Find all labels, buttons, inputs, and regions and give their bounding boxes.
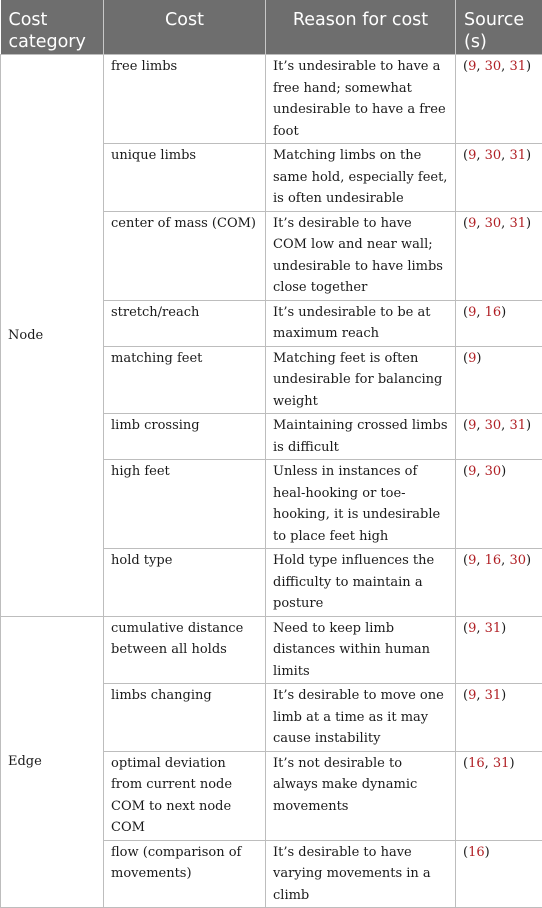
reference-link[interactable]: 31	[485, 621, 502, 636]
reason-cell: Matching limbs on the same hold, especially feet, is often undesirable	[266, 144, 456, 212]
reference-link[interactable]: 30	[485, 418, 502, 433]
cost-cell: center of mass (COM)	[104, 211, 266, 300]
reason-cell: It’s desirable to have COM low and near wall; undesirable to have limbs close together	[266, 211, 456, 300]
cost-cell: hold type	[104, 549, 266, 617]
reason-cell: It’s undesirable to be at maximum reach	[266, 300, 456, 346]
reference-link[interactable]: 16	[468, 756, 485, 771]
cost-cell: free limbs	[104, 55, 266, 144]
reference-link[interactable]: 31	[509, 148, 526, 163]
table-row	[1, 616, 542, 684]
reference-link[interactable]: 9	[468, 553, 476, 568]
reference-link[interactable]: 31	[509, 216, 526, 231]
reference-link[interactable]: 9	[468, 216, 476, 231]
reference-link[interactable]: 30	[485, 59, 502, 74]
reason-cell: Need to keep limb distances within human limits	[266, 616, 456, 684]
source-cell: (9, 30, 31)	[456, 414, 542, 460]
reference-link[interactable]: 30	[485, 464, 502, 479]
cost-cell: limbs changing	[104, 684, 266, 752]
reference-link[interactable]: 30	[509, 553, 526, 568]
reference-link[interactable]: 31	[485, 688, 502, 703]
header-cost-category: Cost category	[1, 0, 104, 55]
reason-cell: Hold type influences the difficulty to maintain a posture	[266, 549, 456, 617]
reason-cell: It’s not desirable to always make dynamic movements	[266, 751, 456, 840]
reason-cell: Maintaining crossed limbs is difficult	[266, 414, 456, 460]
reference-link[interactable]: 30	[485, 148, 502, 163]
reference-link[interactable]: 9	[468, 464, 476, 479]
header-reason: Reason for cost	[266, 0, 456, 55]
reference-link[interactable]: 9	[468, 148, 476, 163]
reference-link[interactable]: 30	[485, 216, 502, 231]
category-node: Node	[1, 55, 104, 617]
source-cell: (9, 16, 30)	[456, 549, 542, 617]
reference-link[interactable]: 9	[468, 418, 476, 433]
source-cell: (9, 30, 31)	[456, 144, 542, 212]
source-cell: (9, 30)	[456, 460, 542, 549]
source-cell: (9, 16)	[456, 300, 542, 346]
cost-cell: high feet	[104, 460, 266, 549]
reference-link[interactable]: 16	[485, 553, 502, 568]
reference-link[interactable]: 9	[468, 305, 476, 320]
table-row	[1, 55, 542, 144]
header-row	[1, 0, 542, 55]
header-cost: Cost	[104, 0, 266, 55]
reference-link[interactable]: 9	[468, 351, 476, 366]
reference-link[interactable]: 16	[485, 305, 502, 320]
reference-link[interactable]: 31	[509, 418, 526, 433]
cost-cell: matching feet	[104, 346, 266, 414]
source-cell: (9)	[456, 346, 542, 414]
source-cell: (16)	[456, 840, 542, 908]
cost-cell: limb crossing	[104, 414, 266, 460]
reference-link[interactable]: 9	[468, 688, 476, 703]
reference-link[interactable]: 31	[509, 59, 526, 74]
reason-cell: Unless in instances of heal-hooking or toe-hooking, it is undesirable to place feet high	[266, 460, 456, 549]
reference-link[interactable]: 9	[468, 59, 476, 74]
category-edge: Edge	[1, 616, 104, 908]
reason-cell: Matching feet is often undesirable for balancing weight	[266, 346, 456, 414]
cost-cell: optimal deviation from current node COM to next node COM	[104, 751, 266, 840]
reason-cell: It’s undesirable to have a free hand; somewhat undesirable to have a free foot	[266, 55, 456, 144]
cost-cell: stretch/reach	[104, 300, 266, 346]
reference-link[interactable]: 31	[493, 756, 510, 771]
cost-cell: unique limbs	[104, 144, 266, 212]
cost-cell: cumulative distance between all holds	[104, 616, 266, 684]
reason-cell: It’s desirable to have varying movements in a climb	[266, 840, 456, 908]
source-cell: (9, 30, 31)	[456, 55, 542, 144]
source-cell: (9, 31)	[456, 684, 542, 752]
source-cell: (9, 30, 31)	[456, 211, 542, 300]
source-cell: (9, 31)	[456, 616, 542, 684]
source-cell: (16, 31)	[456, 751, 542, 840]
cost-cell: flow (comparison of movements)	[104, 840, 266, 908]
reference-link[interactable]: 9	[468, 621, 476, 636]
reason-cell: It’s desirable to move one limb at a time as it may cause instability	[266, 684, 456, 752]
reference-link[interactable]: 16	[468, 845, 485, 860]
header-source: Source (s)	[456, 0, 542, 55]
